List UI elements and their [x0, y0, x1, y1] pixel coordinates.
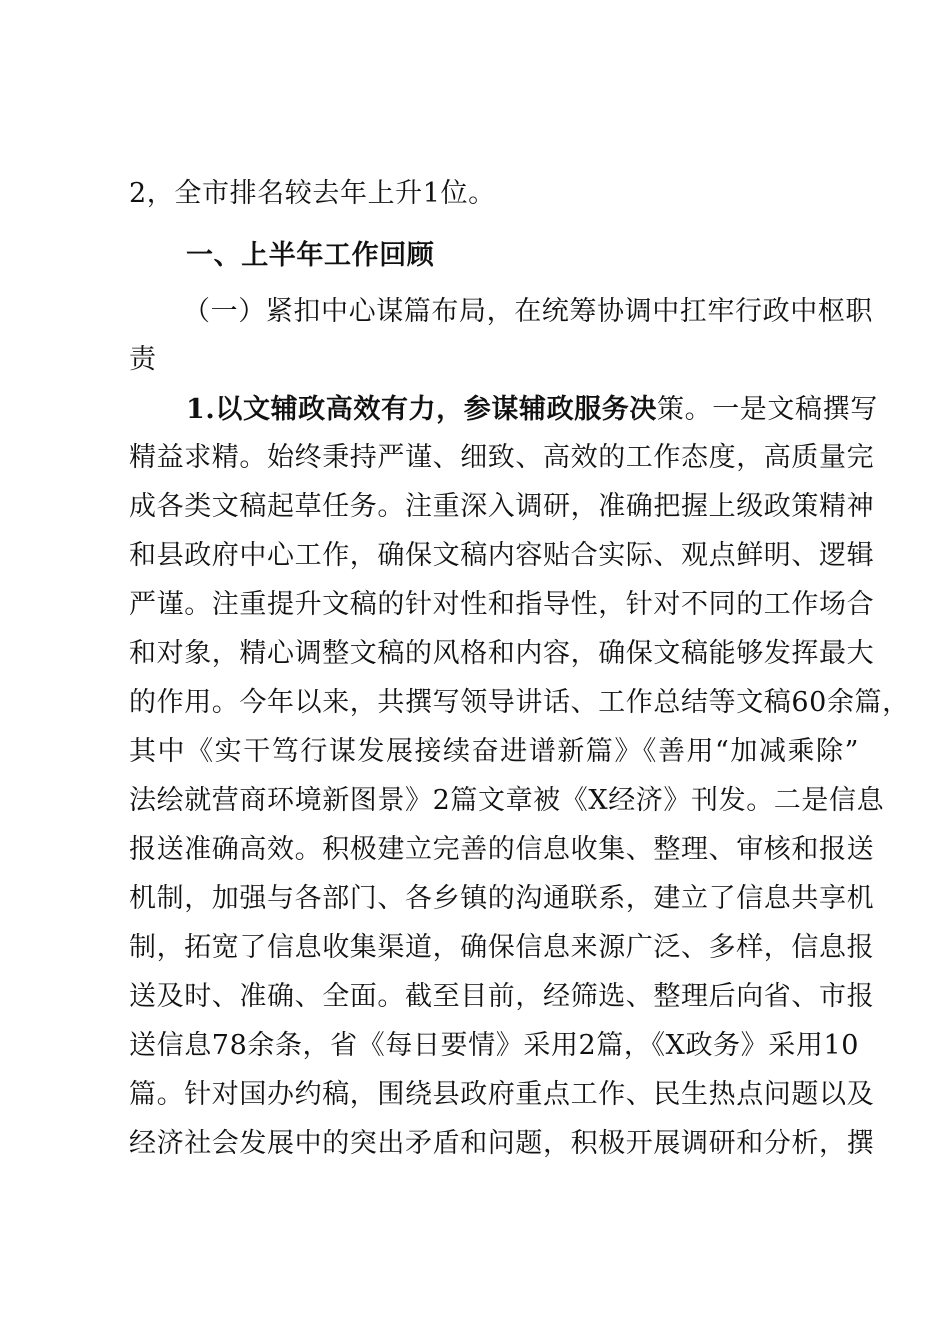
bold-lead-in: 1.以文辅政高效有力，参谋辅政服务决: [186, 394, 657, 425]
text-line: 报送准确高效。积极建立完善的信息收集、整理、审核和报送: [129, 834, 875, 865]
text-line: 法绘就营商环境新图景》2篇文章被《X经济》刊发。二是信息: [129, 785, 885, 816]
text-line: 其中《实干笃行谋发展接续奋进谱新篇》《善用“加减乘除”: [129, 736, 859, 767]
text-line: 经济社会发展中的突出矛盾和问题，积极开展调研和分析，撰: [129, 1128, 875, 1159]
subsection-heading-line-2: 责: [129, 344, 157, 375]
text-line: 送及时、准确、全面。截至目前，经筛选、整理后向省、市报: [129, 981, 875, 1012]
text-line: 严谨。注重提升文稿的针对性和指导性，针对不同的工作场合: [129, 589, 875, 620]
text-line: 精益求精。始终秉持严谨、细致、高效的工作态度，高质量完: [129, 442, 875, 473]
text-line: 机制，加强与各部门、各乡镇的沟通联系，建立了信息共享机: [129, 883, 875, 914]
section-heading: 一、上半年工作回顾: [186, 240, 435, 271]
text-line: 和县政府中心工作，确保文稿内容贴合实际、观点鲜明、逻辑: [129, 540, 875, 571]
subsection-heading-line-1: （一）紧扣中心谋篇布局，在统筹协调中扛牢行政中枢职: [183, 296, 873, 327]
text-line: 的作用。今年以来，共撰写领导讲话、工作总结等文稿60余篇，: [129, 687, 910, 718]
paragraph-first-line: [186, 390, 878, 430]
text-line: 成各类文稿起草任务。注重深入调研，准确把握上级政策精神: [129, 491, 875, 522]
text-line: 和对象，精心调整文稿的风格和内容，确保文稿能够发挥最大: [129, 638, 875, 669]
text-line: 制，拓宽了信息收集渠道，确保信息来源广泛、多样，信息报: [129, 932, 875, 963]
text-line: 送信息78余条，省《每日要情》采用2篇，《X政务》采用10: [129, 1030, 860, 1061]
text-line-continuation: 2，全市排名较去年上升1位。: [129, 178, 496, 209]
text-line: 篇。针对国办约稿，围绕县政府重点工作、民生热点问题以及: [129, 1079, 875, 1110]
lead-continuation: 策。一是文稿撰写: [657, 394, 878, 425]
